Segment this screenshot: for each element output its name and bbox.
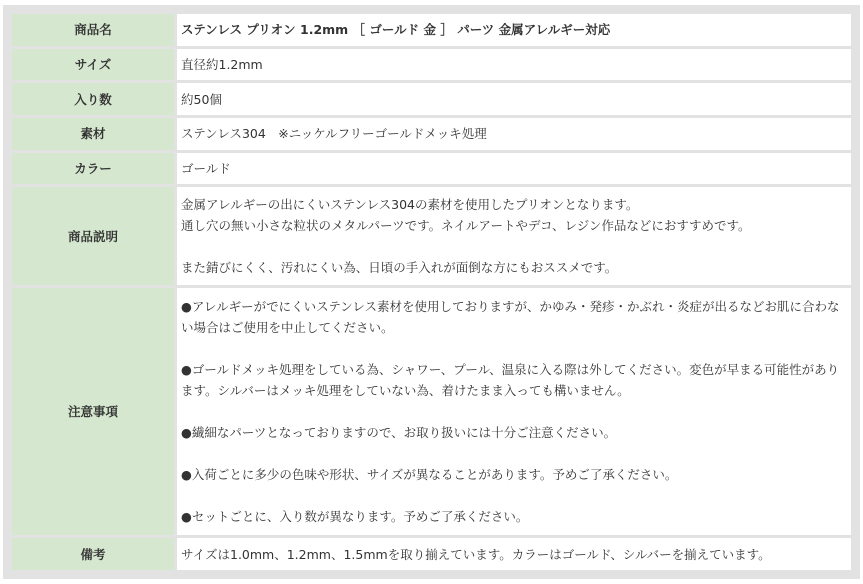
color-label: カラー — [12, 153, 174, 185]
caution-value — [177, 288, 851, 535]
row-product-name — [12, 14, 851, 46]
color-value: ゴールド — [177, 153, 851, 185]
size-value: 直径約1.2mm — [177, 49, 851, 81]
description-value — [177, 187, 851, 285]
row-notes — [12, 538, 851, 570]
caution-item: ●セットごとに、入り数が異なります。予めご了承ください。 — [181, 509, 529, 525]
description-line: また錆びにくく、汚れにくい為、日頃の手入れが面倒な方にもおススメです。 — [181, 260, 618, 276]
size-label: サイズ — [12, 49, 174, 81]
row-material — [12, 118, 851, 150]
description-line: 金属アレルギーの出にくいステンレス304の素材を使用したプリオンとなります。 — [181, 197, 639, 213]
caution-spacer — [181, 338, 851, 359]
row-description — [12, 187, 851, 285]
quantity-label: 入り数 — [12, 83, 174, 115]
notes-value: サイズは1.0mm、1.2mm、1.5mmを取り揃えています。カラーはゴールド、シルバーを揃えています。 — [177, 538, 851, 570]
row-caution — [12, 288, 851, 535]
product-spec-frame — [3, 5, 860, 579]
row-color — [12, 153, 851, 185]
description-label: 商品説明 — [12, 187, 174, 285]
caution-item: ●繊細なパーツとなっておりますので、お取り扱いには十分ご注意ください。 — [181, 425, 617, 441]
caution-spacer — [181, 401, 851, 422]
row-size — [12, 49, 851, 81]
caution-spacer — [181, 443, 851, 464]
notes-label: 備考 — [12, 538, 174, 570]
caution-item: ●アレルギーがでにくいステンレス素材を使用しておりますが、かゆみ・発疹・かぶれ・炎症が出るなどお肌に合わない場合はご使用を中止してください。 — [181, 299, 840, 336]
product-spec-table — [9, 11, 854, 573]
caution-label: 注意事項 — [12, 288, 174, 535]
product-name-value: ステンレス プリオン 1.2mm ［ ゴールド 金 ］ パーツ 金属アレルギー対応 — [177, 14, 851, 46]
caution-spacer — [181, 485, 851, 506]
material-value: ステンレス304 ※ニッケルフリーゴールドメッキ処理 — [177, 118, 851, 150]
material-label: 素材 — [12, 118, 174, 150]
caution-item: ●入荷ごとに多少の色味や形状、サイズが異なることがあります。予めご了承ください。 — [181, 467, 678, 483]
description-spacer — [181, 236, 851, 257]
row-quantity — [12, 83, 851, 115]
caution-item: ●ゴールドメッキ処理をしている為、シャワー、プール、温泉に入る際は外してください。変色が早まる可能性があります。シルバーはメッキ処理をしていない為、着けたまま入っても構いません。 — [181, 362, 840, 399]
product-name-label: 商品名 — [12, 14, 174, 46]
description-line: 通し穴の無い小さな粒状のメタルパーツです。ネイルアートやデコ、レジン作品などにおすすめです。 — [181, 218, 751, 234]
quantity-value: 約50個 — [177, 83, 851, 115]
